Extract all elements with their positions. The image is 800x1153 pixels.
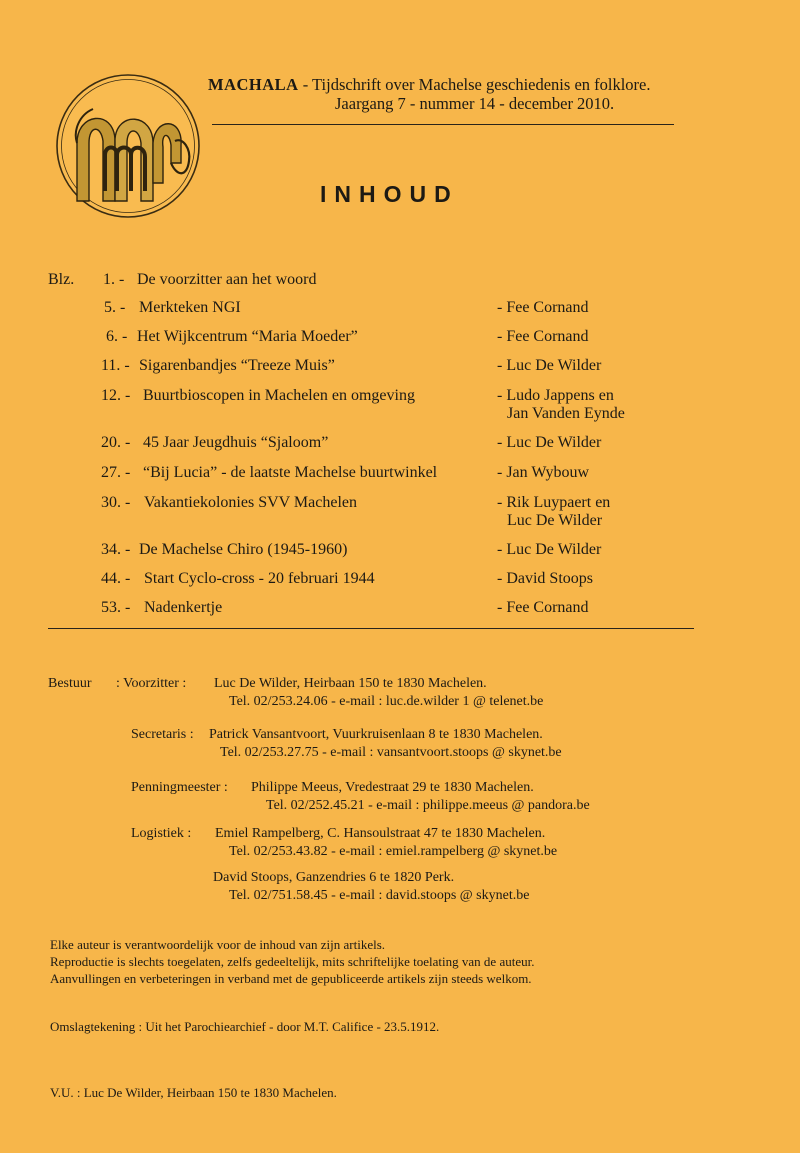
board-address: Emiel Rampelberg, C. Hansoulstraat 47 te 1830 Machelen. [215, 826, 546, 841]
toc-page: 6. - [106, 328, 128, 345]
board-address: Philippe Meeus, Vredestraat 29 te 1830 Machelen. [251, 780, 534, 795]
toc-author: - Fee Cornand [497, 328, 589, 345]
toc-title: Buurtbioscopen in Machelen en omgeving [143, 387, 415, 404]
toc-title: 45 Jaar Jeugdhuis “Sjaloom” [143, 434, 329, 451]
toc-author: - Fee Cornand [497, 599, 589, 616]
toc-author: - Jan Wybouw [497, 464, 590, 481]
toc-author: - Luc De Wilder [497, 357, 602, 374]
board-contact: Tel. 02/253.27.75 - e-mail : vansantvoort.stoops @ skynet.be [220, 745, 562, 760]
header-divider [212, 124, 674, 125]
note-line: Elke auteur is verantwoordelijk voor de inhoud van zijn artikels. [50, 937, 386, 952]
board-contact: Tel. 02/252.45.21 - e-mail : philippe.meeus @ pandora.be [266, 798, 590, 813]
page-title: INHOUD [320, 181, 459, 207]
board-contact: Tel. 02/253.43.82 - e-mail : emiel.rampelberg @ skynet.be [229, 844, 558, 859]
toc-page: 27. - [101, 464, 131, 481]
toc-author: - Fee Cornand [497, 299, 589, 316]
toc-page: 11. - [101, 357, 130, 374]
toc-page: 1. - [103, 271, 125, 288]
brand-name: MACHALA [208, 75, 299, 94]
toc-author: - Luc De Wilder [497, 434, 602, 451]
toc-title: Nadenkertje [144, 599, 223, 616]
board-role: Logistiek : [131, 826, 192, 841]
toc-page: 44. - [101, 570, 131, 587]
board-contact: Tel. 02/253.24.06 - e-mail : luc.de.wilder 1 @ telenet.be [229, 694, 544, 709]
toc-label: Blz. [48, 271, 75, 288]
toc-title: Merkteken NGI [139, 299, 241, 316]
toc-title: “Bij Lucia” - de laatste Machelse buurtwinkel [143, 464, 438, 481]
board-role: : Voorzitter : [116, 676, 187, 691]
toc-title: De Machelse Chiro (1945-1960) [139, 541, 348, 558]
toc-author-continued: Jan Vanden Eynde [507, 405, 625, 422]
toc-page: 30. - [101, 494, 131, 511]
board-address: David Stoops, Ganzendries 6 te 1820 Perk. [213, 870, 455, 885]
toc-page: 53. - [101, 599, 131, 616]
toc-page: 12. - [101, 387, 131, 404]
toc-divider [48, 628, 694, 629]
board-role: Secretaris : [131, 727, 194, 742]
cover-credit: Omslagtekening : Uit het Parochiearchief - door M.T. Califice - 23.5.1912. [50, 1019, 440, 1034]
toc-page: 34. - [101, 541, 131, 558]
toc-title: De voorzitter aan het woord [137, 271, 317, 288]
machala-logo-icon [55, 73, 201, 219]
note-line: Aanvullingen en verbeteringen in verband met de gepubliceerde artikels zijn steeds welkom. [50, 971, 532, 986]
toc-author-continued: Luc De Wilder [507, 512, 603, 529]
toc-page: 20. - [101, 434, 131, 451]
note-line: Reproductie is slechts toegelaten, zelfs gedeeltelijk, mits schriftelijke toelating van de auteur. [50, 954, 535, 969]
issue-info: Jaargang 7 - nummer 14 - december 2010. [335, 94, 615, 113]
publisher-responsible: V.U. : Luc De Wilder, Heirbaan 150 te 1830 Machelen. [50, 1085, 337, 1100]
toc-title: Start Cyclo-cross - 20 februari 1944 [144, 570, 375, 587]
toc-title: Sigarenbandjes “Treeze Muis” [139, 357, 335, 374]
header-line [208, 75, 651, 95]
toc-author: - Luc De Wilder [497, 541, 602, 558]
header-subtitle: - Tijdschrift over Machelse geschiedenis en folklore. [298, 75, 651, 94]
toc-author: - Ludo Jappens en [497, 387, 614, 404]
board-contact: Tel. 02/751.58.45 - e-mail : david.stoops @ skynet.be [229, 888, 530, 903]
board-address: Patrick Vansantvoort, Vuurkruisenlaan 8 te 1830 Machelen. [209, 727, 543, 742]
board-role: Penningmeester : [131, 780, 228, 795]
board-label: Bestuur [48, 676, 92, 691]
toc-title: Vakantiekolonies SVV Machelen [144, 494, 357, 511]
toc-title: Het Wijkcentrum “Maria Moeder” [137, 328, 358, 345]
toc-author: - David Stoops [497, 570, 593, 587]
toc-page: 5. - [104, 299, 126, 316]
toc-author: - Rik Luypaert en [497, 494, 611, 511]
board-address: Luc De Wilder, Heirbaan 150 te 1830 Machelen. [214, 676, 487, 691]
